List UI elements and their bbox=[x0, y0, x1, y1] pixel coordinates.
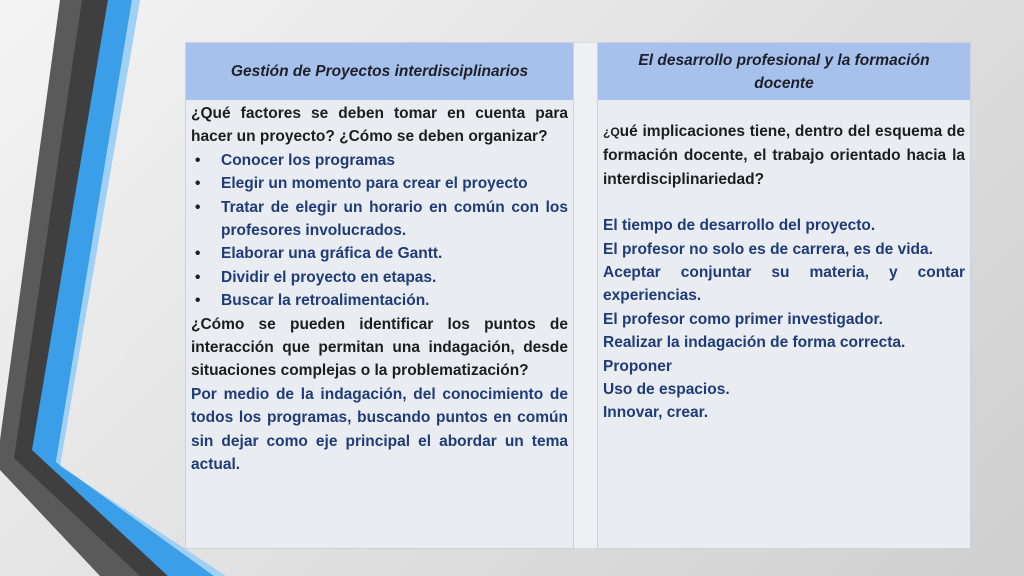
right-question: ¿Qué implicaciones tiene, dentro del esquema de formación docente, el trabajo orientado hacia la interdisciplinariedad? bbox=[603, 123, 965, 188]
left-question-1: ¿Qué factores se deben tomar en cuenta para hacer un proyecto? ¿Cómo se deben organizar? bbox=[191, 105, 568, 146]
list-item: • Tratar de elegir un horario en común con los profesores involucrados. bbox=[221, 196, 568, 243]
left-column-header bbox=[186, 43, 573, 100]
right-answer-item: Innovar, crear. bbox=[603, 404, 709, 422]
list-item: • Buscar la retroalimentación. bbox=[221, 289, 568, 312]
right-column-body bbox=[598, 100, 970, 425]
list-item: • Elegir un momento para crear el proyecto bbox=[221, 172, 568, 195]
left-bullet-list bbox=[191, 149, 568, 313]
left-question-2: ¿Cómo se pueden identificar los puntos de interacción que permitan una indagación, desde situaciones complejas o la problematización? bbox=[191, 315, 568, 380]
left-column-body bbox=[186, 100, 573, 477]
list-item: • Conocer los programas bbox=[221, 149, 568, 172]
right-header-text: El desarrollo profesional y la formación docente bbox=[638, 51, 930, 92]
right-answer-item: Realizar la indagación de forma correcta. bbox=[603, 334, 906, 352]
right-column-header bbox=[598, 43, 970, 100]
right-answer-item: Proponer bbox=[603, 357, 672, 375]
left-answer-2: Por medio de la indagación, del conocimiento de todos los programas, buscando puntos en común sin dejar como eje principal el abordar un tema actual. bbox=[191, 385, 568, 474]
list-item: • Dividir el proyecto en etapas. bbox=[221, 266, 568, 289]
column-gap bbox=[574, 42, 597, 549]
right-answer-item: El profesor como primer investigador. bbox=[603, 310, 883, 328]
right-column bbox=[597, 42, 971, 549]
right-answer-item: Aceptar conjuntar su materia, y contar experiencias. bbox=[603, 264, 965, 305]
spacer bbox=[603, 191, 965, 214]
left-header-text: Gestión de Proyectos interdisciplinarios bbox=[230, 63, 529, 80]
right-answer-item: El tiempo de desarrollo del proyecto. bbox=[603, 217, 876, 235]
right-answer-item: Uso de espacios. bbox=[603, 381, 730, 399]
right-answer-item: El profesor no solo es de carrera, es de vida. bbox=[603, 240, 933, 258]
list-item: • Elaborar una gráfica de Gantt. bbox=[221, 242, 568, 265]
left-column bbox=[185, 42, 574, 549]
